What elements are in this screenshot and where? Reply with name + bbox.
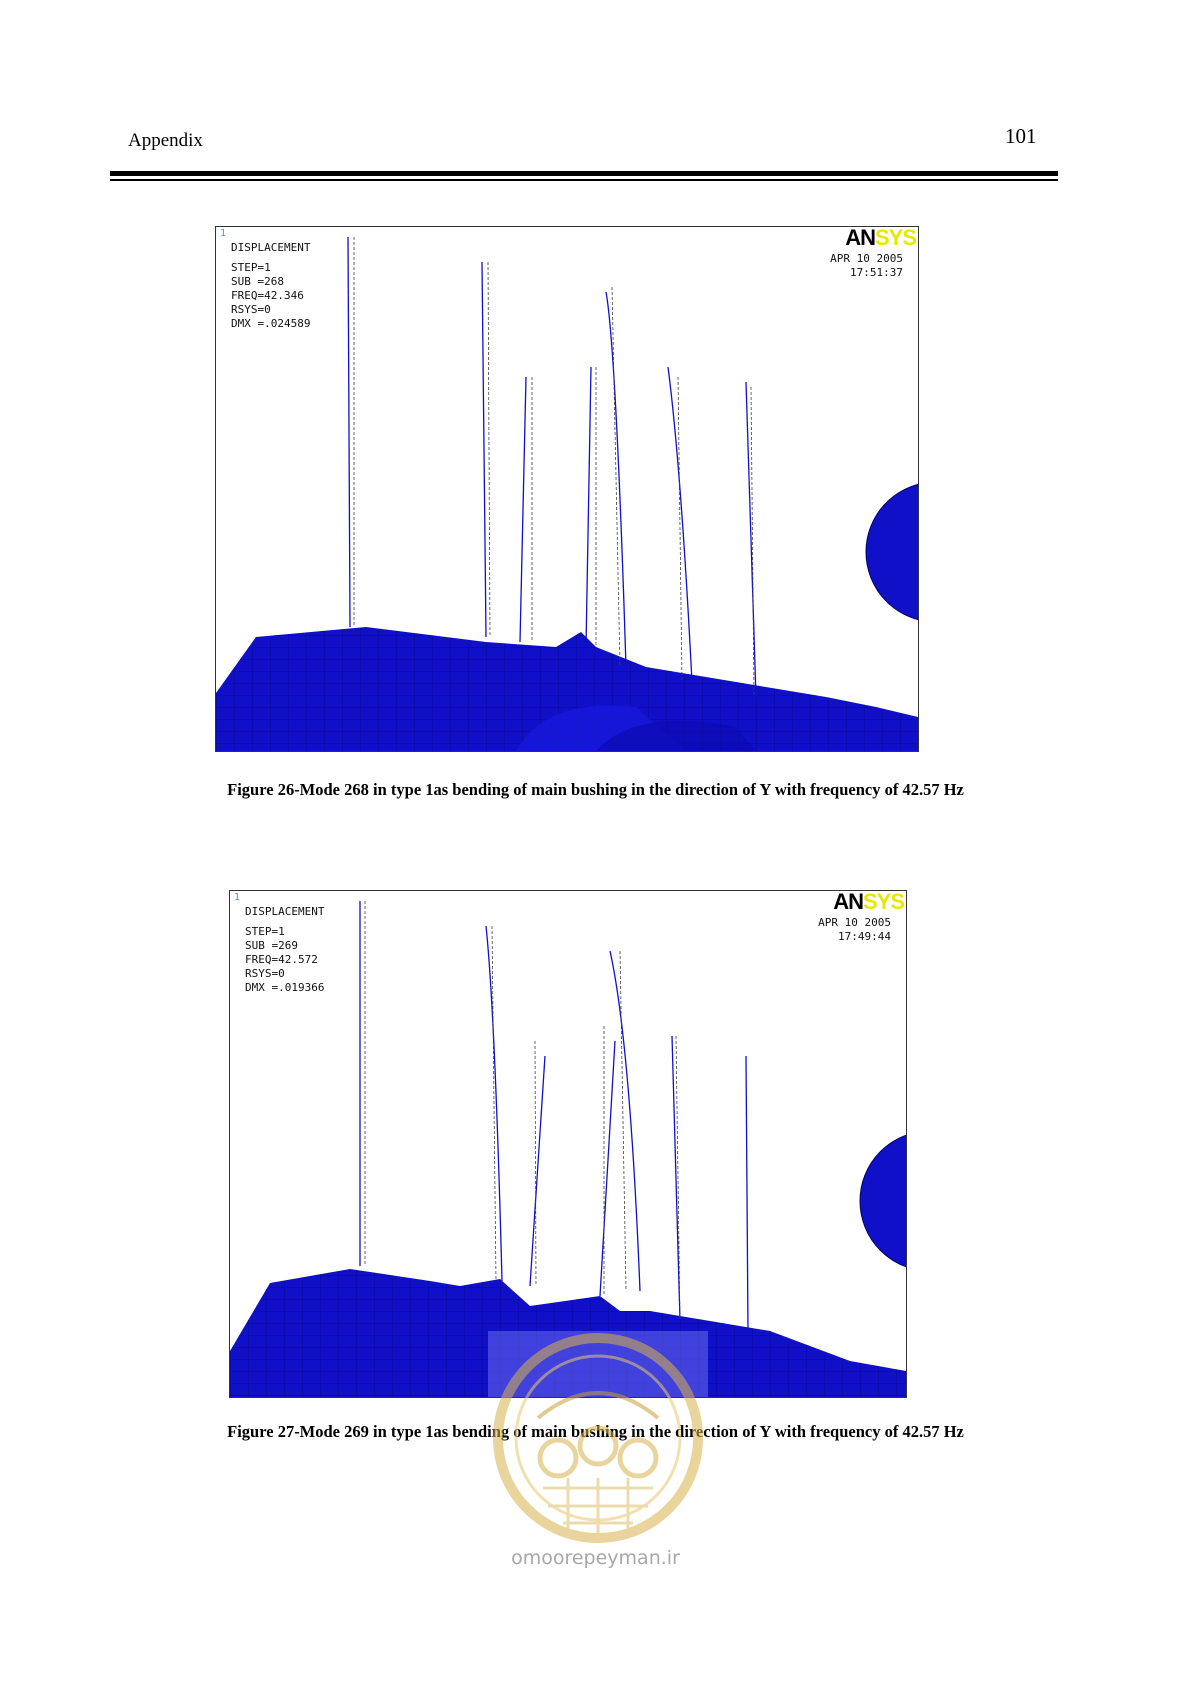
seal-logo-icon [488,1328,708,1558]
ansys-logo: ANSYS [845,226,916,250]
page-header-left: Appendix [128,130,203,151]
info-line: DMX =.024589 [231,317,311,330]
info-line: STEP=1 [231,261,271,274]
figure-mode-268 [215,226,919,752]
info-line: SUB =269 [245,939,298,952]
ansys-logo: ANSYS [833,890,904,914]
window-number: 1 [220,228,227,239]
page-number: 101 [1005,124,1037,148]
edge-sphere [866,482,918,622]
info-line: SUB =268 [231,275,284,288]
timestamp: APR 10 2005 17:51:37 [830,252,903,279]
edge-sphere [860,1131,906,1271]
figure-mode-269 [229,890,907,1398]
header-rule-thick [110,171,1058,176]
bushing-lines [348,237,756,697]
info-line: RSYS=0 [245,967,285,980]
info-line: RSYS=0 [231,303,271,316]
solution-info [231,241,310,331]
bushing-lines [360,901,748,1331]
info-line: STEP=1 [245,925,285,938]
window-number: 1 [234,892,241,903]
info-line: FREQ=42.346 [231,289,304,302]
header-rule-thin [110,179,1058,181]
watermark-url: omoorepeyman.ir [511,1547,680,1569]
info-line: DISPLACEMENT [231,241,311,254]
figure-caption: Figure 26-Mode 268 in type 1as bending of main bushing in the direction of Y with frequency of 42.57 Hz [227,780,964,799]
fe-mesh-plot [216,227,918,751]
fe-mesh-plot [230,891,906,1397]
figure-caption: Figure 27-Mode 269 in type 1as bending of main bushing in the direction of Y with frequency of 42.57 Hz [227,1422,964,1441]
solution-info [245,905,324,995]
info-line: FREQ=42.572 [245,953,318,966]
info-line: DMX =.019366 [245,981,325,994]
info-line: DISPLACEMENT [245,905,325,918]
timestamp: APR 10 2005 17:49:44 [818,916,891,943]
